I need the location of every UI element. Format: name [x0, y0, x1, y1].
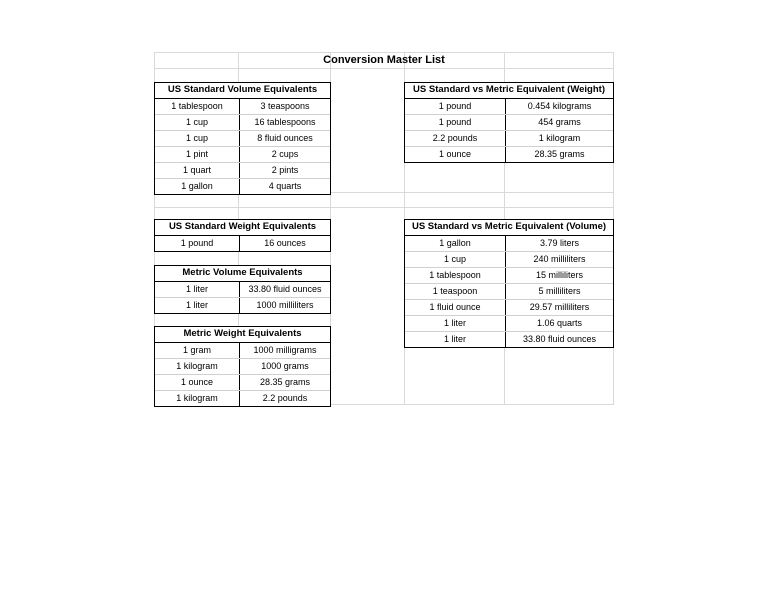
unit-from-cell: 1 fluid ounce: [405, 300, 506, 315]
table-row: [155, 131, 330, 147]
gridline: [154, 207, 614, 208]
unit-from-cell: 1 cup: [155, 115, 240, 130]
unit-from-cell: 1 kilogram: [155, 359, 240, 374]
unit-to-cell: 2 cups: [271, 149, 299, 159]
unit-to-cell: 5 milliliters: [538, 286, 581, 296]
unit-to-cell: 4 quarts: [268, 181, 302, 191]
table-header: US Standard Volume Equivalents: [155, 83, 330, 99]
unit-from-cell: 1 pint: [155, 147, 240, 162]
page-title: Conversion Master List: [323, 54, 445, 66]
table-row: [155, 391, 330, 406]
table-row: [405, 284, 613, 300]
unit-from-cell: 1 tablespoon: [155, 99, 240, 114]
unit-to-cell: 1 kilogram: [538, 133, 581, 143]
table-row: [405, 147, 613, 162]
unit-from-cell: 1 liter: [155, 298, 240, 313]
us-volume-table: [154, 82, 331, 195]
metric-volume-table: [154, 265, 331, 314]
unit-to-cell: 1000 grams: [261, 361, 309, 371]
unit-from-cell: 2.2 pounds: [405, 131, 506, 146]
unit-to-cell: 33.80 fluid ounces: [522, 334, 597, 344]
unit-to-cell: 8 fluid ounces: [257, 133, 313, 143]
unit-from-cell: 1 kilogram: [155, 391, 240, 406]
unit-to-cell: 240 milliliters: [533, 254, 586, 264]
table-row: [155, 298, 330, 313]
unit-to-cell: 454 grams: [538, 117, 581, 127]
gridline: [154, 68, 614, 69]
unit-from-cell: 1 pound: [155, 236, 240, 251]
unit-from-cell: 1 gallon: [405, 236, 506, 251]
unit-from-cell: 1 cup: [155, 131, 240, 146]
table-row: [155, 147, 330, 163]
unit-from-cell: 1 ounce: [405, 147, 506, 162]
unit-to-cell: 28.35 grams: [534, 149, 585, 159]
table-row: [155, 99, 330, 115]
unit-to-cell: 2.2 pounds: [262, 393, 308, 403]
table-header: Metric Weight Equivalents: [155, 327, 330, 343]
unit-from-cell: 1 ounce: [155, 375, 240, 390]
unit-from-cell: 1 liter: [155, 282, 240, 297]
table-row: [405, 252, 613, 268]
table-row: [405, 332, 613, 347]
unit-to-cell: 2 pints: [271, 165, 299, 175]
table-row: [405, 316, 613, 332]
unit-to-cell: 28.35 grams: [259, 377, 311, 387]
unit-to-cell: 3.79 liters: [539, 238, 580, 248]
unit-from-cell: 1 pound: [405, 99, 506, 114]
table-row: [405, 268, 613, 284]
unit-to-cell: 0.454 kilograms: [527, 101, 592, 111]
table-row: [155, 115, 330, 131]
unit-from-cell: 1 quart: [155, 163, 240, 178]
table-row: [155, 179, 330, 194]
us-metric-volume-table: [404, 219, 614, 348]
metric-weight-table: [154, 326, 331, 407]
table-row: [155, 236, 330, 251]
spreadsheet-page: [154, 52, 614, 404]
unit-from-cell: 1 pound: [405, 115, 506, 130]
unit-to-cell: 33.80 fluid ounces: [248, 284, 322, 294]
table-row: [155, 163, 330, 179]
table-row: [155, 359, 330, 375]
table-row: [155, 375, 330, 391]
us-weight-table: [154, 219, 331, 252]
table-row: [405, 99, 613, 115]
unit-from-cell: 1 liter: [405, 316, 506, 331]
unit-to-cell: 16 tablespoons: [254, 117, 316, 127]
table-row: [405, 115, 613, 131]
us-metric-weight-table: [404, 82, 614, 163]
unit-to-cell: 29.57 milliliters: [529, 302, 590, 312]
unit-from-cell: 1 teaspoon: [405, 284, 506, 299]
unit-from-cell: 1 cup: [405, 252, 506, 267]
unit-to-cell: 1000 milligrams: [253, 345, 317, 355]
table-row: [405, 236, 613, 252]
table-row: [405, 300, 613, 316]
unit-to-cell: 1000 milliliters: [256, 300, 314, 310]
unit-to-cell: 1.06 quarts: [536, 318, 583, 328]
unit-from-cell: 1 liter: [405, 332, 506, 347]
unit-from-cell: 1 tablespoon: [405, 268, 506, 283]
unit-to-cell: 3 teaspoons: [260, 101, 310, 111]
unit-from-cell: 1 gram: [155, 343, 240, 358]
table-header: US Standard vs Metric Equivalent (Volume): [405, 220, 613, 236]
table-header: Metric Volume Equivalents: [155, 266, 330, 282]
table-header: US Standard Weight Equivalents: [155, 220, 330, 236]
table-row: [405, 131, 613, 147]
unit-to-cell: 15 milliliters: [535, 270, 583, 280]
unit-to-cell: 16 ounces: [264, 238, 306, 248]
unit-from-cell: 1 gallon: [155, 179, 240, 194]
table-header: US Standard vs Metric Equivalent (Weight): [405, 83, 613, 99]
table-row: [155, 282, 330, 298]
table-row: [155, 343, 330, 359]
